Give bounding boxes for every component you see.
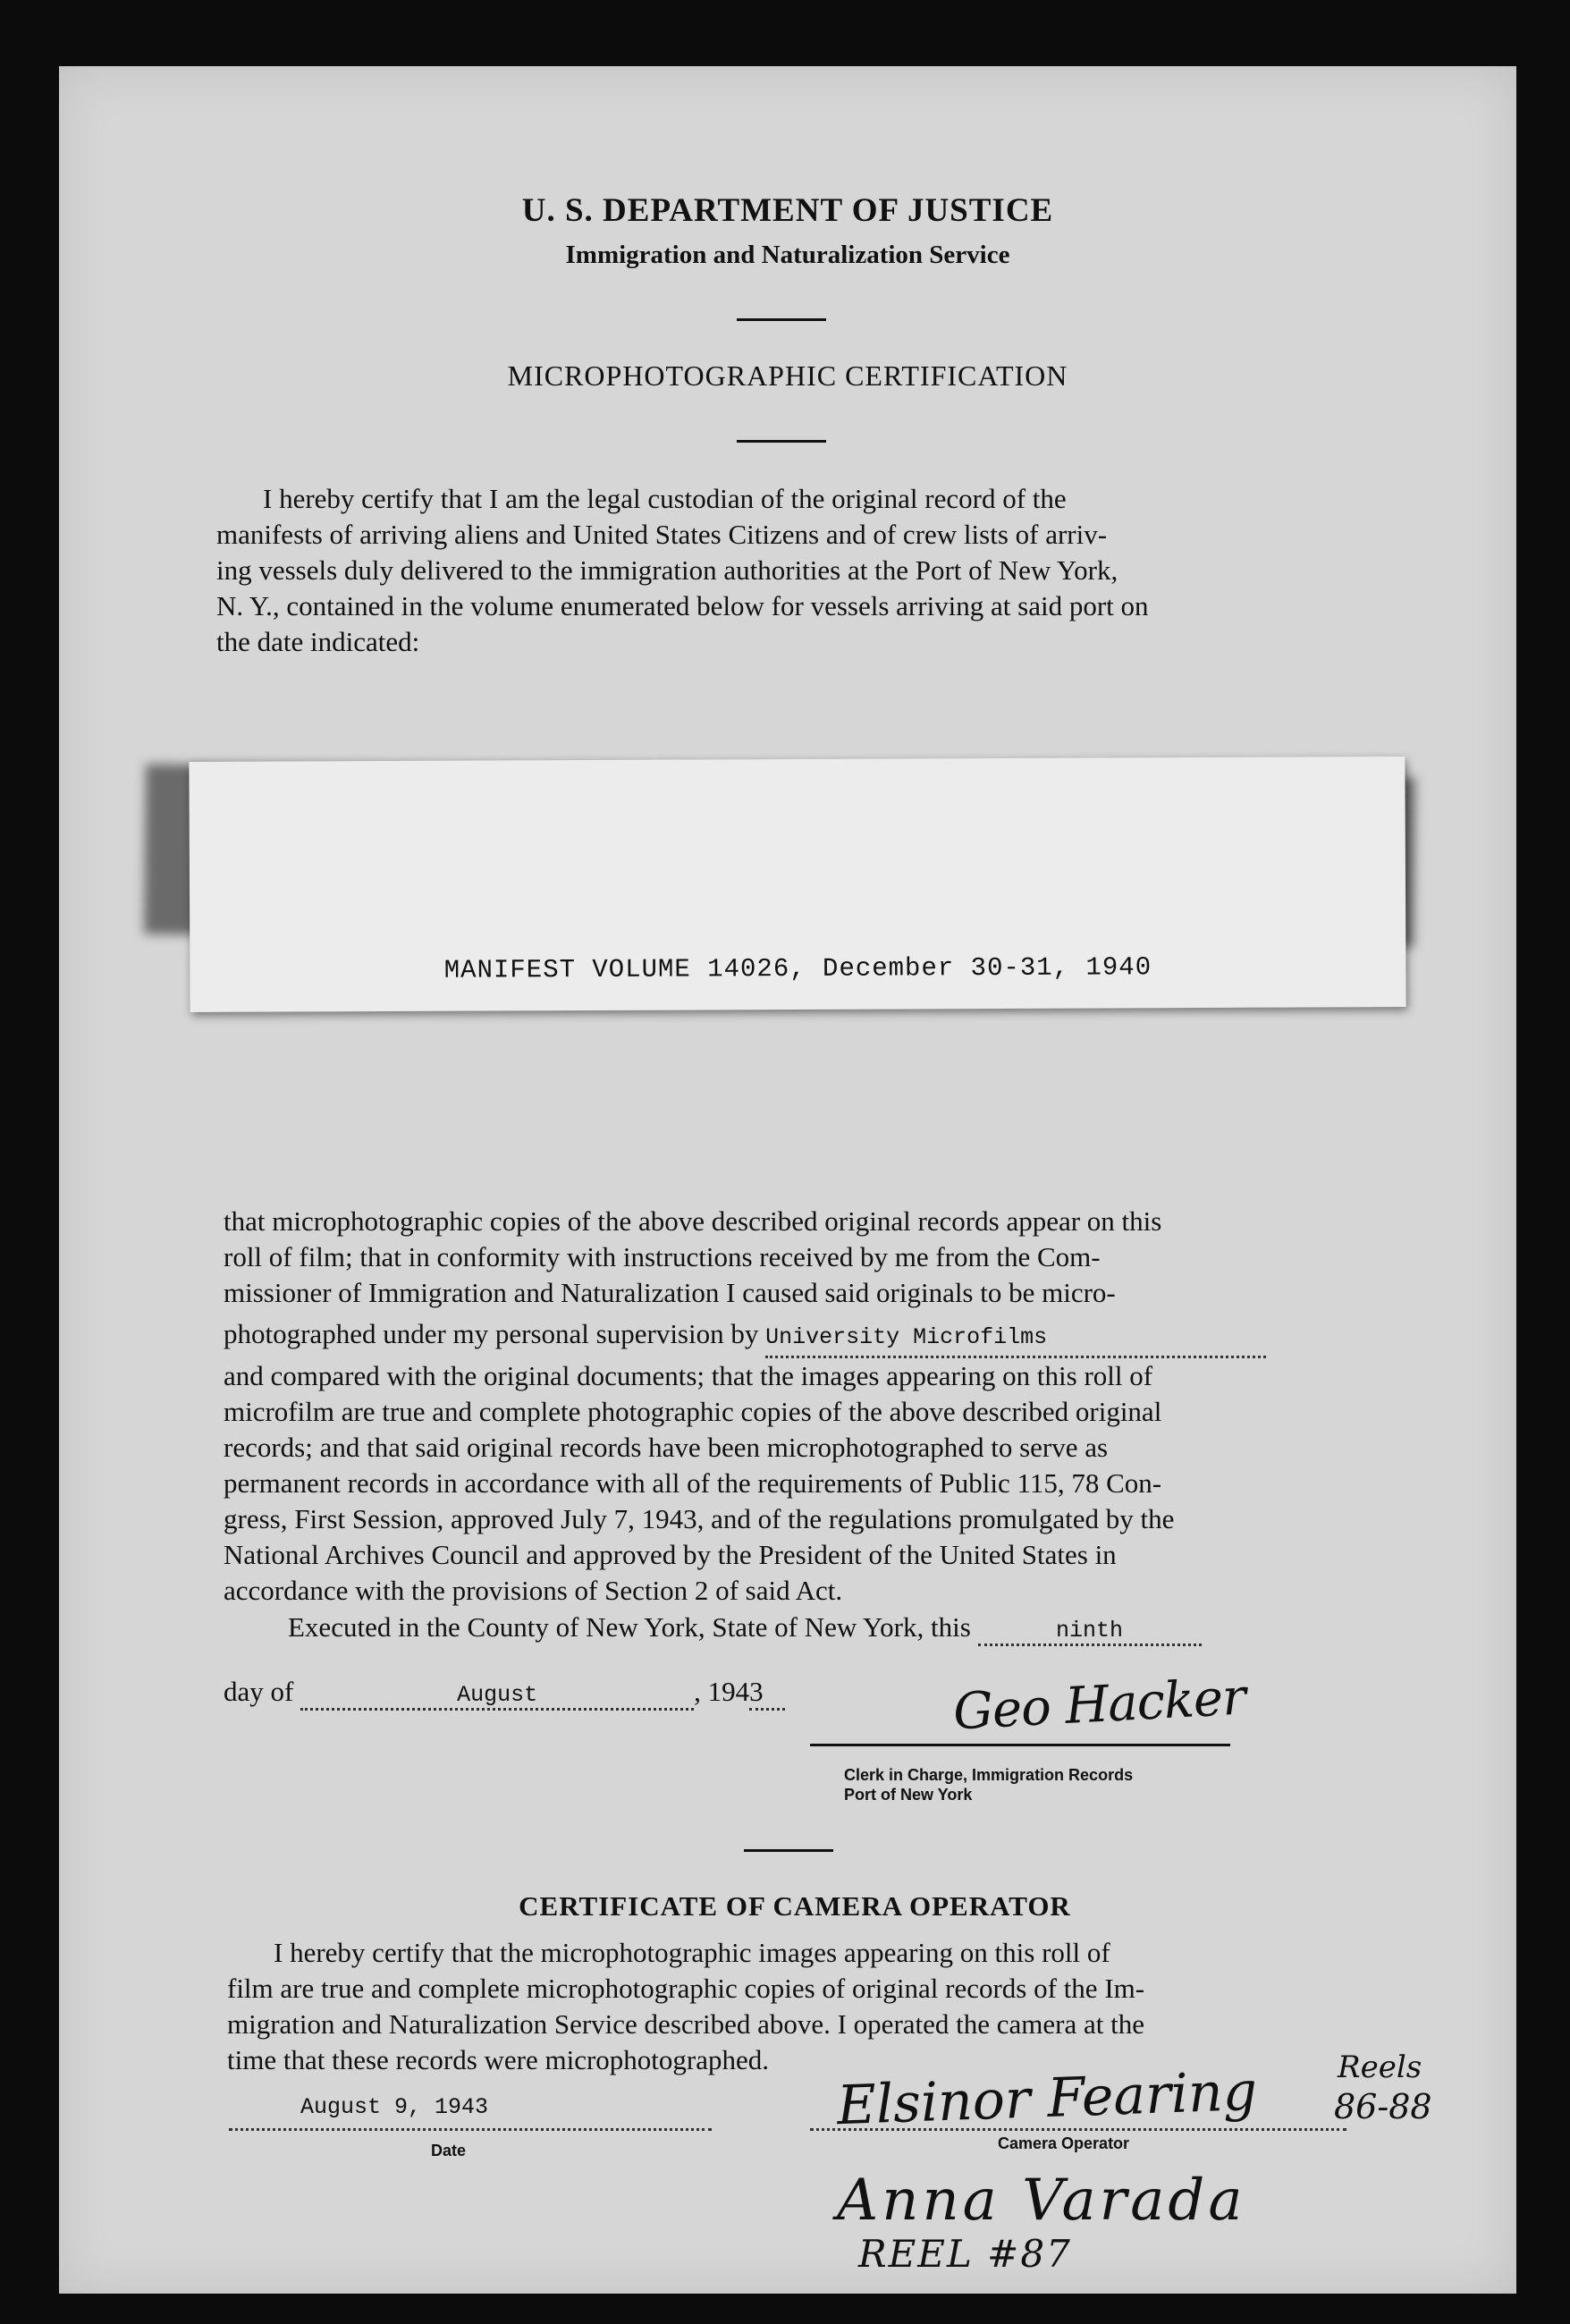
body-line: that microphotographic copies of the above described original records appear on this	[224, 1205, 1162, 1237]
operator-signature: Elsinor Fearing	[835, 2059, 1259, 2138]
reel-number-note: REEL #87	[858, 2232, 1072, 2276]
year-prefix: , 194	[694, 1676, 750, 1707]
body-line: gress, First Session, approved July 7, 1943, and of the regulations promulgated by the	[224, 1503, 1175, 1534]
date-line	[224, 1676, 785, 1711]
clerk-title	[844, 1765, 1133, 1804]
certificate-page	[59, 66, 1516, 2294]
year-field	[749, 1676, 785, 1711]
operator-dotted-line	[810, 2128, 1346, 2131]
divider-rule	[737, 318, 826, 321]
photographed-by-field	[765, 1316, 1266, 1358]
operator-line: I hereby certify that the microphotographic images appearing on this roll of	[274, 1937, 1110, 1968]
body-line: permanent records in accordance with all of the requirements of Public 115, 78 Con-	[224, 1467, 1162, 1499]
day-field	[978, 1611, 1202, 1646]
camera-operator-label: Camera Operator	[998, 2134, 1130, 2152]
date-label: Date	[431, 2142, 467, 2159]
executed-prefix: Executed in the County of New York, State of New York, this	[288, 1611, 971, 1643]
clerk-title-line2: Port of New York	[844, 1786, 973, 1804]
clerk-title-line1: Clerk in Charge, Immigration Records	[844, 1766, 1134, 1784]
manifest-volume-text: MANIFEST VOLUME 14026, December 30-31, 1940	[443, 952, 1152, 985]
photographed-by-prefix: photographed under my personal supervision by	[224, 1318, 759, 1349]
day-value: ninth	[1056, 1618, 1124, 1644]
certificate-date-value: August 9, 1943	[300, 2094, 489, 2120]
month-field	[300, 1676, 694, 1711]
month-value: August	[457, 1682, 538, 1708]
divider-rule	[737, 440, 826, 443]
camera-operator-heading: CERTIFICATE OF CAMERA OPERATOR	[519, 1890, 1071, 1922]
year-digit: 3	[749, 1676, 764, 1707]
department-heading: U. S. DEPARTMENT OF JUSTICE	[521, 192, 1054, 229]
second-signature: Anna Varada	[837, 2168, 1246, 2234]
clerk-signature-line	[810, 1744, 1230, 1746]
photographed-by-value: University Microfilms	[765, 1324, 1048, 1350]
body-line: records; and that said original records have been microphotographed to serve as	[224, 1432, 1109, 1463]
divider-rule	[744, 1849, 833, 1852]
intro-paragraph	[216, 481, 1414, 660]
operator-line: film are true and complete microphotographic copies of original records of the Im-	[227, 1973, 1145, 2004]
intro-line: N. Y., contained in the volume enumerated below for vessels arriving at said port on	[216, 590, 1149, 621]
service-subheading: Immigration and Naturalization Service	[565, 241, 1010, 269]
camera-operator-paragraph	[227, 1935, 1413, 2078]
body-paragraph	[224, 1204, 1414, 1609]
intro-line: ing vessels duly delivered to the immigration authorities at the Port of New York,	[216, 554, 1118, 586]
body-line: accordance with the provisions of Section 2 of said Act.	[224, 1575, 843, 1606]
body-line: missioner of Immigration and Naturalization I caused said originals to be micro-	[224, 1277, 1116, 1308]
body-line: and compared with the original documents; that the images appearing on this roll of	[224, 1360, 1153, 1391]
clerk-signature: Geo Hacker	[951, 1668, 1247, 1742]
body-line: microfilm are true and complete photographic copies of the above described original	[224, 1396, 1162, 1427]
body-line: National Archives Council and approved by the President of the United States in	[224, 1539, 1117, 1570]
day-of-label: day of	[224, 1676, 294, 1707]
reels-range: 86-88	[1334, 2087, 1432, 2126]
operator-line: time that these records were microphotographed.	[227, 2044, 769, 2075]
manifest-slip	[189, 756, 1405, 1012]
reels-note: Reels	[1338, 2049, 1422, 2085]
certification-title: MICROPHOTOGRAPHIC CERTIFICATION	[507, 359, 1068, 392]
intro-line: manifests of arriving aliens and United States Citizens and of crew lists of arriv-	[216, 519, 1108, 550]
operator-line: migration and Naturalization Service described above. I operated the camera at the	[227, 2008, 1144, 2040]
intro-line: the date indicated:	[216, 626, 420, 657]
photographed-by-line	[224, 1316, 1414, 1358]
executed-line	[288, 1611, 1202, 1646]
intro-line: I hereby certify that I am the legal custodian of the original record of the	[263, 483, 1067, 514]
body-line: roll of film; that in conformity with instructions received by me from the Com-	[224, 1241, 1101, 1272]
date-dotted-line	[229, 2128, 712, 2131]
